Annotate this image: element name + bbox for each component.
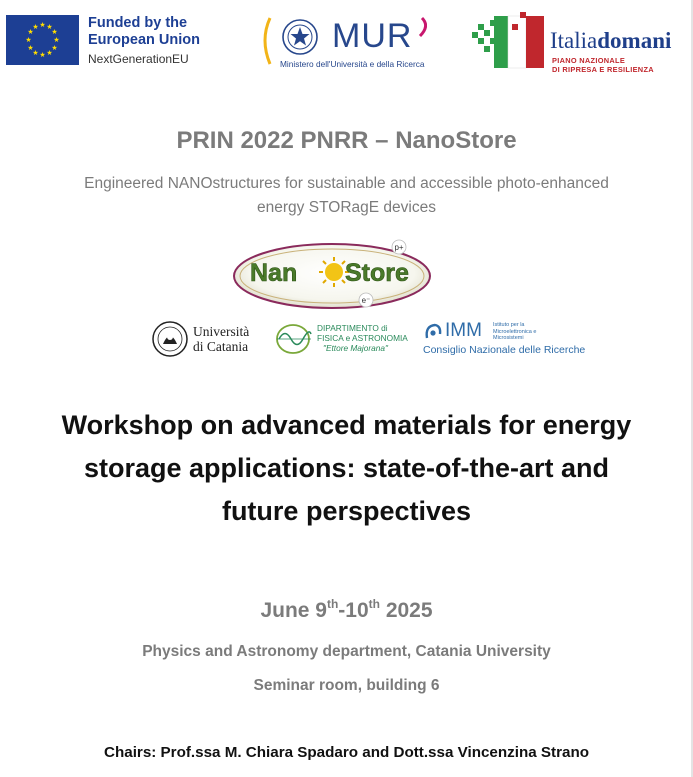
imm-cnr-logo (423, 320, 586, 360)
svg-text:★: ★ (51, 44, 58, 52)
svg-text:★: ★ (51, 28, 58, 36)
proton-badge: p+ (394, 243, 404, 252)
svg-text:★: ★ (53, 36, 60, 44)
italiadomani-flag-icon (468, 10, 548, 72)
eu-line-1: Funded by the (88, 15, 188, 31)
dfa-line-2: FISICA e ASTRONOMIA (317, 333, 408, 343)
nanostore-left-text: Nan (250, 259, 298, 287)
eu-flag-icon (6, 15, 79, 65)
electron-badge: e⁻ (361, 296, 371, 305)
project-subtitle: Engineered NANOstructures for sustainable and accessible photo-enhanced energy STORagE devices (84, 175, 609, 216)
eu-line-3: NextGenerationEU (88, 52, 189, 66)
italiadomani-subtitle: PIANO NAZIONALE DI RIPRESA E RESILIENZA (552, 56, 654, 74)
mur-subtitle: Ministero dell'Università e della Ricerca (280, 59, 425, 69)
mur-logo (262, 10, 427, 72)
project-title: PRIN 2022 PNRR – NanoStore (176, 127, 517, 154)
event-room: Seminar room, building 6 (253, 677, 440, 694)
svg-text:★: ★ (39, 21, 46, 29)
imm-wordmark: IMM (445, 320, 482, 341)
italiadomani-wordmark: Italiadomani (550, 28, 672, 53)
dfa-logo (275, 320, 410, 358)
nanostore-logo (232, 236, 437, 310)
svg-text:★: ★ (27, 28, 34, 36)
svg-text:★: ★ (32, 23, 39, 31)
svg-text:★: ★ (46, 49, 53, 57)
svg-text:★: ★ (32, 49, 39, 57)
unict-line-1: Università (193, 324, 250, 339)
event-dates: June 9th-10th 2025 (260, 597, 433, 622)
dfa-line-1: DIPARTIMENTO di (317, 323, 388, 333)
unict-seal-icon (151, 320, 189, 358)
svg-text:★: ★ (27, 44, 34, 52)
dfa-line-3: "Ettore Majorana" (323, 343, 388, 353)
event-chairs: Chairs: Prof.ssa M. Chiara Spadaro and Dott.ssa Vincenzina Strano (104, 744, 589, 761)
event-place: Physics and Astronomy department, Catania University (142, 643, 551, 660)
svg-text:★: ★ (46, 23, 53, 31)
workshop-title: Workshop on advanced materials for energy storage applications: state-of-the-art and future perspectives (61, 410, 632, 526)
dfa-emblem-icon (275, 322, 315, 356)
cnr-name: Consiglio Nazionale delle Ricerche (423, 344, 586, 356)
imm-full-name: Istituto per la Microelettronica e Microsistemi (493, 322, 537, 341)
svg-text:★: ★ (39, 51, 46, 59)
mur-wordmark: MUR (332, 17, 413, 55)
imm-emblem-icon (423, 322, 443, 342)
svg-text:★: ★ (25, 36, 32, 44)
italiadomani-logo (468, 10, 688, 72)
eu-line-2: European Union (88, 32, 200, 48)
unict-logo (151, 320, 261, 358)
unict-line-2: di Catania (193, 339, 249, 354)
nanostore-right-text: Store (345, 259, 409, 287)
